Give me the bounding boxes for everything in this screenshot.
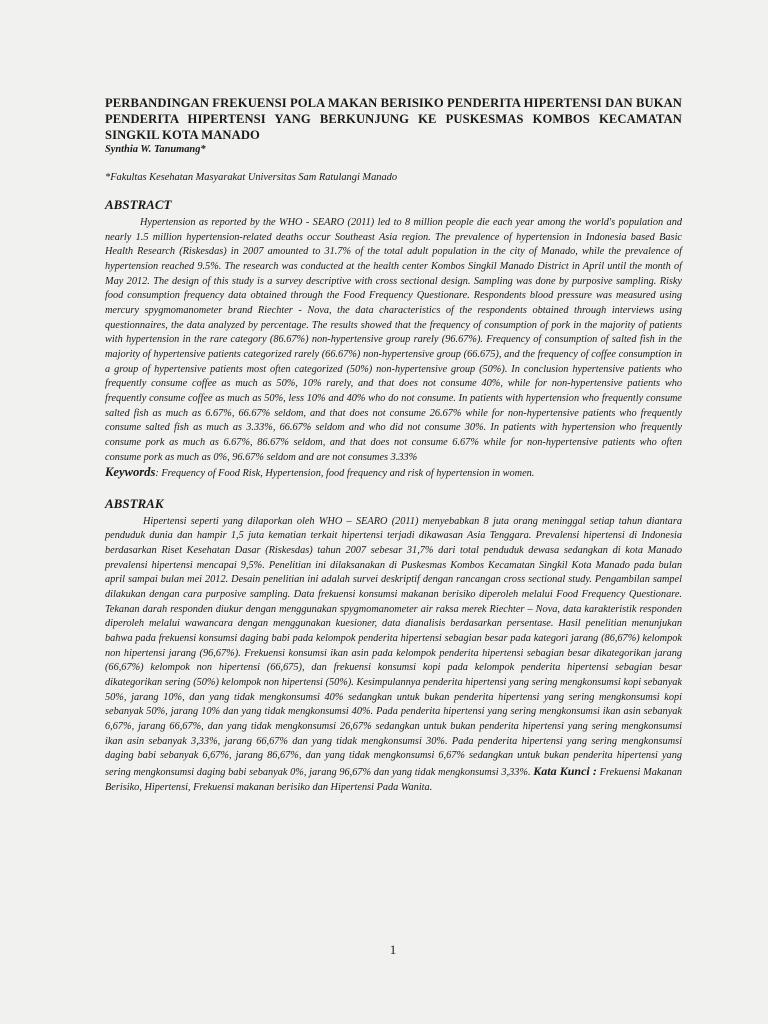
- abstract-body: Hypertension as reported by the WHO - SEARO (2011) led to 8 million people die each year among the world's population and nearly 1.5 million hypertension-related deaths occur Southeast Asia region. The prevalence of hypertension in Indonesia based Basic Health Research (Riskesdas) in 2007 amounted to 31.7% of the total adult population in the city of Manado, while the prevalence of hypertension reached 9.5%. The research was conducted at the health center Kombos Singkil Manado District in April until the month of May 2012. The design of this study is a survey descriptive with cross sectional design. Sampling was done by purposive sampling. Risky food consumption frequency data obtained through the Food Frequency Questionare. Respondents blood pressure was measured using mercury spygmomanometer brand Riechter - Nova, the data characteristics of the respondents obtained through interviews using questionnaires, the data analyzed by percentage. The results showed that the frequency of consumption of pork in the majority of patients with hypertension in the rare category (86.67%) non-hypertensive group rarely (96.67%). Frequency of consumption of salted fish in the majority of hypertensive patients categorized rarely (66.67%) non-hypertensive group (66.675), and the frequency of coffee consumption in a group of hypertensive patients most often categorized (50%) non-hypertensive group (50%). In conclusion hypertensive patients who frequently consume coffee as much as 50%, 10% rarely, and that does not consume 40%, while for non-hypertensive patients who frequently consume coffee as much as 50%, less 10% and 40% who do not consume. In patients with hypertension who frequently consume salted fish as much as 6.67%, 66.67% seldom, and that does not consume 26.67% while for non-hypertensive patients who frequently consume salted fish as much as 3.33%, 66.67% seldom and who did not consume 30%. In patients with hypertension who frequently consume pork as much as 6.67%, 86.67% seldom, and that does not consume 6.67% while for non-hypertensive patients who often consume pork as much as 0%, 96.67% seldom and are not consumes 3.33%: [105, 217, 682, 463]
- keywords-line: [105, 465, 682, 482]
- abstrak-section: [105, 496, 682, 795]
- author-name: Synthia W. Tanumang*: [105, 144, 206, 155]
- abstrak-heading: ABSTRAK: [105, 495, 164, 511]
- author-affiliation: *Fakultas Kesehatan Masyarakat Universitas Sam Ratulangi Manado: [105, 172, 398, 183]
- abstrak-body-text: Hipertensi seperti yang dilaporkan oleh WHO – SEARO (2011) menyebabkan 8 juta orang meninggal setiap tahun diantara penduduk dunia dan hampir 1,5 juta kematian terkait hipertensi terjadi dikawasan Asia Tenggara. Prevalensi hipertensi di Indonesia berdasarkan Riset Kesehatan Dasar (Riskesdas) tahun 2007 sebesar 31,7% dari total penduduk dewasa sedangkan di kota Manado prevalensi hipertensi mencapai 9,5%. Penelitian ini dilaksanakan di Puskesmas Kombos Kecamatan Singkil Kota Manado pada bulan april sampai bulan mei 2012. Desain penelitian ini adalah survei deskriptif dengan rancangan cross sectional study. Pengambilan sampel dilakukan dengan cara purposive sampling. Data frekuensi konsumsi makanan berisiko diperoleh melalui Food Frequency Questionare. Tekanan darah responden diukur dengan menggunakan spygmomanometer air raksa merek Riechter – Nova, data karakteristik responden diperoleh melalui wawancara dengan menggunakan kuesioner, data dianalisis berdasarkan persentase. Hasil penelitian menunjukan bahwa pada frekuensi konsumsi daging babi pada kelompok penderita hipertensi sebagian besar pada kategori jarang (86,67%) kelompok non hipertensi jarang (96,67%). Frekuensi konsumsi ikan asin pada kelompok penderita hipertensi sebagian besar dikategorikan jarang (66,67%) kelompok non hipertensi (66,675), dan frekuensi konsumsi kopi pada kelompok penderita hipertensi sebagian besar dikategorikan sering (50%) kelompok non hipertensi (50%). Kesimpulannya penderita hipertensi yang sering mengkonsumsi kopi sebanyak 50%, jarang 10%, dan yang tidak mengkonsumsi 40% sedangkan untuk bukan penderita hipertensi yang sering mengkonsumsi kopi sebanyak 50%, jarang 10% dan yang tidak mengkonsumsi 40%. Pada penderita hipertensi yang sering mengkonsumsi ikan asin sebanyak 6,67%, jarang 66,67%, dan yang tidak mengkonsumsi 26,67% sedangkan untuk bukan penderita hipertensi yang sering mengkonsumsi ikan asin sebanyak 3,33%, jarang 66,67% dan yang tidak mengkonsumsi 30%. Pada penderita hipertensi yang sering mengkonsumsi daging babi sebanyak 6,67%, jarang 86,67%, dan yang tidak mengkonsumsi 6,67% sedangkan untuk bukan penderita hipertensi yang sering mengkonsumsi daging babi sebanyak 0%, jarang 96,67% dan yang tidak mengkonsumsi 3,33%.: [105, 515, 682, 778]
- abstract-heading: ABSTRACT: [105, 197, 172, 212]
- kata-kunci-text: Frekuensi Makanan Berisiko, Hipertensi, Frekuensi makanan berisiko dan Hipertensi Pada Wanita.: [105, 766, 683, 793]
- abstract-section: [105, 197, 682, 482]
- keywords-label: Keywords: [105, 465, 156, 480]
- page-number: 1: [389, 942, 397, 957]
- abstrak-body: [105, 515, 682, 795]
- kata-kunci-label: Kata Kunci :: [533, 763, 597, 778]
- paper-title: PERBANDINGAN FREKUENSI POLA MAKAN BERISIKO PENDERITA HIPERTENSI DAN BUKAN PENDERITA HIPERTENSI YANG BERKUNJUNG KE PUSKESMAS KOMBOS KECAMATAN SINGKIL KOTA MANADO: [105, 96, 682, 142]
- keywords-text: : Frequency of Food Risk, Hypertension, food frequency and risk of hypertension in women.: [155, 468, 535, 480]
